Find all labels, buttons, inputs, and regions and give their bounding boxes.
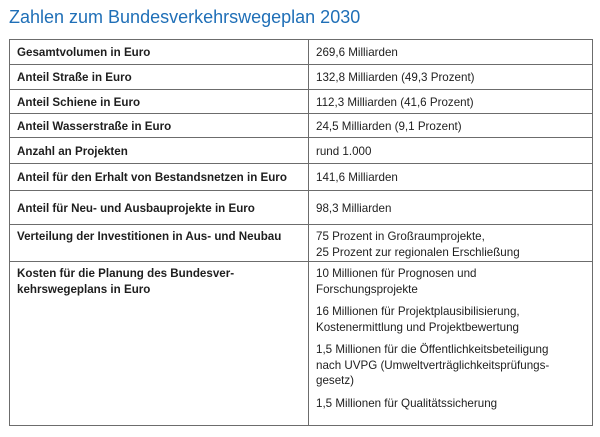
row-label-schiene: Anteil Schiene in Euro [10,90,309,114]
row-value-wasserstrasse: 24,5 Milliarden (9,1 Prozent) [309,114,593,138]
value-line: 1,5 Millionen für Qualitätssicherung [316,396,498,410]
table-row [10,262,593,426]
table-row [10,138,593,164]
value-line: 10 Millionen für Prognosen und [316,267,477,280]
row-label-gesamtvolumen: Gesamtvolumen in Euro [10,40,309,65]
table-row [10,114,593,138]
value-line: 16 Millionen für Projektplausibilisierung, [316,305,520,318]
row-value-planungskosten [309,262,593,426]
table-row [10,164,593,191]
row-value-neubau: 98,3 Milliarden [309,191,593,225]
table-row [10,225,593,262]
table-row [10,90,593,114]
value-line: 25 Prozent zur regionalen Erschließung [316,245,520,259]
row-label-strasse: Anteil Straße in Euro [10,65,309,90]
facts-table [9,39,593,426]
row-value-verteilung [309,225,593,262]
row-value-gesamtvolumen: 269,6 Milliarden [309,40,593,65]
cost-item-qualitaetssicherung [316,396,588,412]
label-line: kehrswegeplans in Euro [17,282,151,296]
value-line: Forschungsprojekte [316,282,418,296]
row-value-erhalt: 141,6 Milliarden [309,164,593,191]
cost-item-beteiligung [316,342,588,389]
value-line: gesetz) [316,374,355,387]
value-line: 75 Prozent in Großraumprojekte, [316,230,485,243]
cost-item-plausibilisierung [316,304,588,335]
value-line: nach UVPG (Umweltverträglichkeitsprüfungs- [316,358,550,372]
table-row [10,65,593,90]
cost-item-prognosen [316,266,588,297]
row-label-projektanzahl: Anzahl an Projekten [10,138,309,164]
label-line: Kosten für die Planung des Bundesver- [17,267,235,280]
row-label-planungskosten [10,262,309,426]
row-label-verteilung: Verteilung der Investitionen in Aus- und Neubau [10,225,309,262]
row-value-projektanzahl: rund 1.000 [309,138,593,164]
value-line: Kostenermittlung und Projektbewertung [316,320,520,334]
row-label-erhalt: Anteil für den Erhalt von Bestandsnetzen in Euro [10,164,309,191]
row-label-neubau: Anteil für Neu- und Ausbauprojekte in Euro [10,191,309,225]
table-row [10,40,593,65]
row-label-wasserstrasse: Anteil Wasserstraße in Euro [10,114,309,138]
row-value-strasse: 132,8 Milliarden (49,3 Prozent) [309,65,593,90]
page-title: Zahlen zum Bundesverkehrswegeplan 2030 [9,7,361,27]
table-row [10,191,593,225]
row-value-schiene: 112,3 Milliarden (41,6 Prozent) [309,90,593,114]
value-line: 1,5 Millionen für die Öffentlichkeitsbeteiligung [316,343,549,356]
